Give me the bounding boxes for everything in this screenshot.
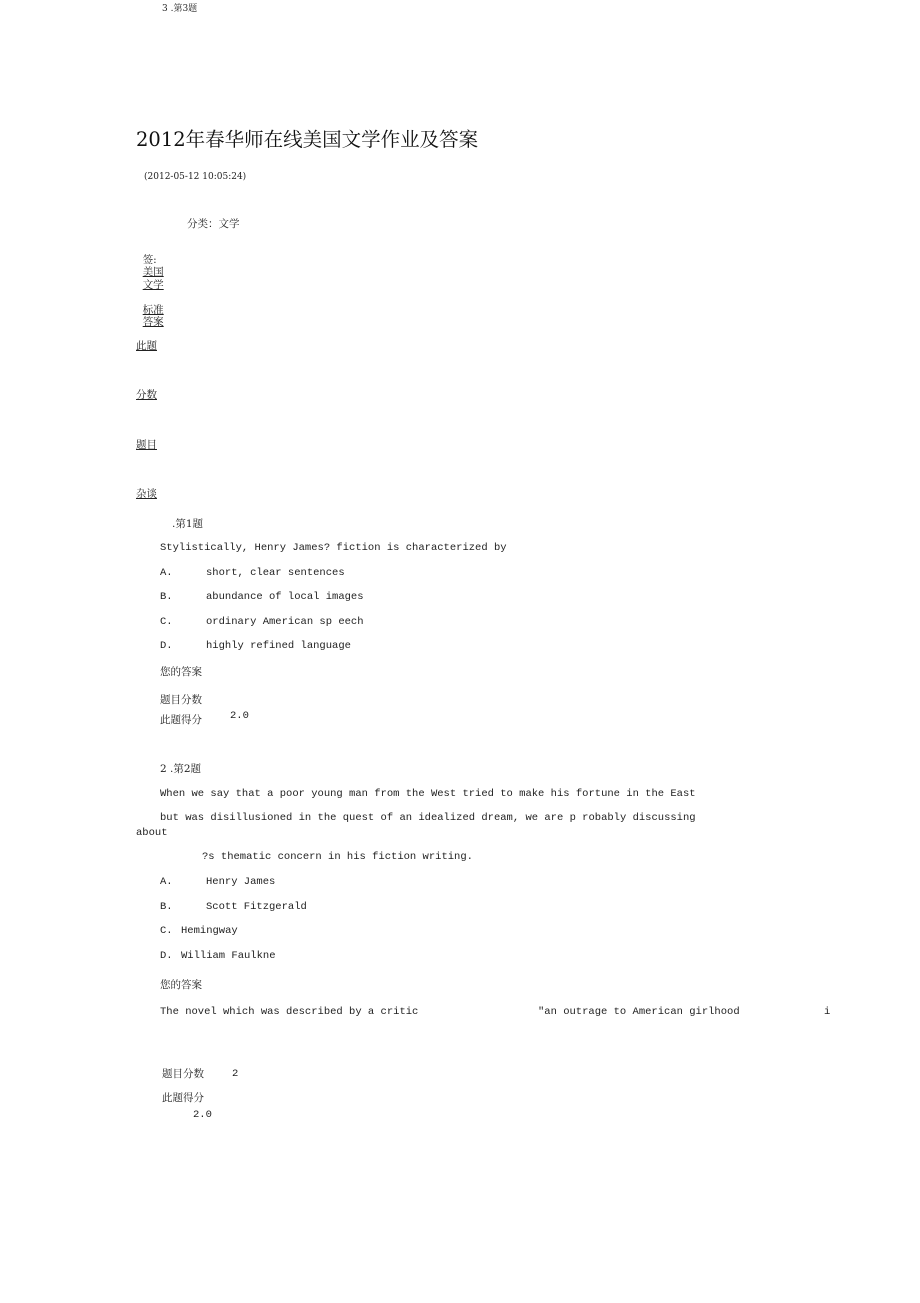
q2-option-a-text[interactable]: Henry James — [206, 876, 276, 888]
q1-heading: .第1题 — [172, 518, 204, 530]
q1-option-c-text[interactable]: ordinary American sp eech — [206, 616, 364, 628]
q2-score-value: 2 — [232, 1068, 239, 1080]
tag-links-row — [136, 291, 164, 329]
q2-question-line-1: When we say that a poor young man from the West tried to make his fortune in the East — [160, 788, 696, 800]
q2-question-line-2: but was disillusioned in the quest of an idealized dream, we are p robably discussing — [160, 812, 696, 824]
q1-option-b-letter: B. — [160, 591, 173, 603]
q2-option-d-text[interactable]: William Faulkne — [181, 950, 276, 962]
q1-question: Stylistically, Henry James? fiction is characterized by — [160, 542, 507, 554]
tag-link-usa[interactable]: 美国 — [142, 266, 164, 279]
q2-got-value: 2.0 — [193, 1109, 212, 1121]
tag-link-literature[interactable]: 文学 — [142, 278, 164, 291]
q2-option-c-text[interactable]: Hemingway — [181, 925, 238, 937]
tags-row — [136, 241, 164, 291]
q2-option-b-letter: B. — [160, 901, 173, 913]
next-question-text-c: i — [824, 1006, 831, 1018]
link-standard[interactable]: 标准 — [142, 303, 164, 316]
q1-got-label: 此题得分 — [160, 714, 202, 726]
q1-option-d-text[interactable]: highly refined language — [206, 640, 351, 652]
q1-option-a-text[interactable]: short, clear sentences — [206, 567, 345, 579]
link-essay[interactable]: 杂谈 — [136, 488, 157, 500]
q2-got-label: 此题得分 — [162, 1092, 204, 1104]
link-answer[interactable]: 答案 — [142, 316, 164, 329]
q2-option-a-letter: A. — [160, 876, 173, 888]
link-score[interactable]: 分数 — [136, 389, 157, 401]
q2-option-b-text[interactable]: Scott Fitzgerald — [206, 901, 307, 913]
q2-option-d-letter: D. — [160, 950, 173, 962]
q2-option-c-letter: C. — [160, 925, 173, 937]
q1-got-value: 2.0 — [230, 710, 249, 722]
link-question[interactable]: 题目 — [136, 439, 157, 451]
q1-option-c-letter: C. — [160, 616, 173, 628]
top-question-label: 3 .第3题 — [162, 4, 198, 14]
q2-heading: 2 .第2题 — [160, 763, 202, 775]
tags-label: 签: — [142, 253, 157, 266]
post-timestamp: (2012-05-12 10:05:24) — [144, 172, 247, 182]
q2-question-line-3: ?s thematic concern in his fiction writing. — [202, 851, 473, 863]
q1-option-b-text[interactable]: abundance of local images — [206, 591, 364, 603]
q2-question-line-2b: about — [136, 827, 168, 839]
q2-your-answer-label: 您的答案 — [160, 979, 202, 991]
q1-option-d-letter: D. — [160, 640, 173, 652]
post-category: 分类：文学 — [187, 218, 240, 230]
next-question-text-b: "an outrage to American girlhood — [538, 1006, 740, 1018]
link-this-question[interactable]: 此题 — [136, 340, 157, 352]
next-question-text-a: The novel which was described by a critic — [160, 1006, 419, 1018]
q2-score-label: 题目分数 — [162, 1068, 204, 1080]
page-title: 2012年春华师在线美国文学作业及答案 — [136, 128, 479, 151]
q1-score-label: 题目分数 — [160, 694, 202, 706]
q1-option-a-letter: A. — [160, 567, 173, 579]
q1-your-answer-label: 您的答案 — [160, 666, 202, 678]
